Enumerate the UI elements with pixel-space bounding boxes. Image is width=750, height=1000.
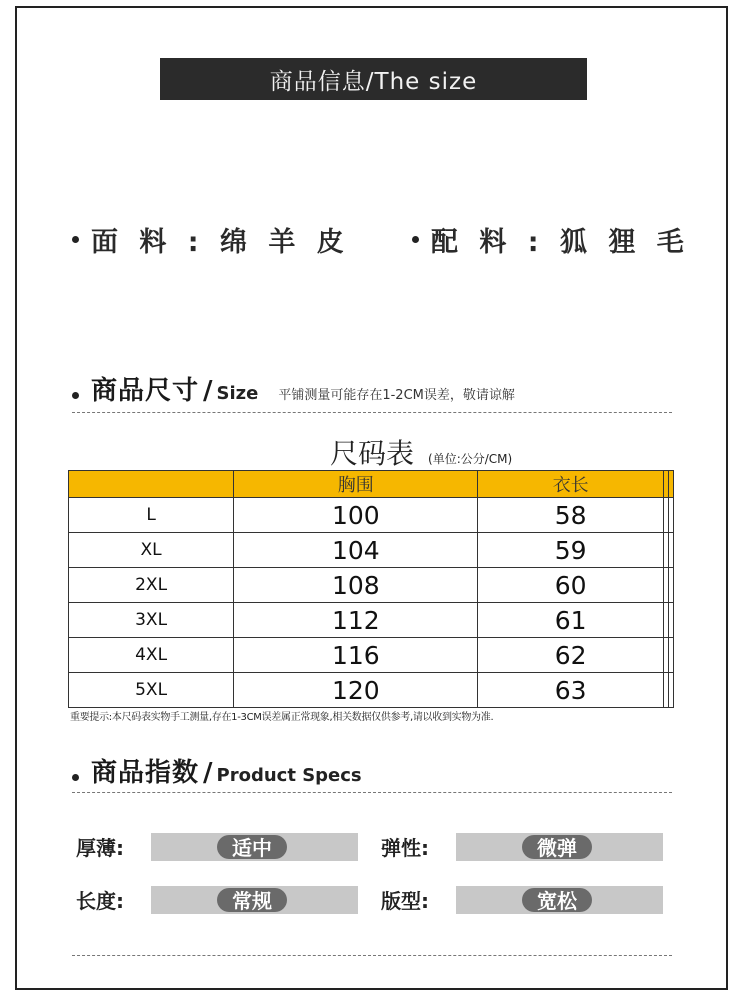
spec-label: 长度: [76, 889, 124, 913]
size-table [68, 470, 674, 708]
size-note: 平铺测量可能存在1-2CM误差，敬请谅解 [278, 388, 515, 403]
size-fineprint: 重要提示:本尺码表实物手工测量,存在1-3CM误差属正常现象,相关数据仅供参考,请以收到实物为准. [70, 712, 494, 723]
spec-track [456, 833, 663, 861]
chest-cell: 120 [234, 673, 478, 708]
chest-cell: 104 [234, 533, 478, 568]
spec-label: 厚薄: [76, 836, 124, 860]
table-row [69, 568, 674, 603]
title-slash: / [203, 758, 213, 788]
chest-cell: 116 [234, 638, 478, 673]
bullet-icon [72, 774, 79, 781]
column-header: 衣长 [478, 471, 664, 498]
specs-title-zh: 商品指数 [91, 758, 200, 788]
length-cell: 61 [478, 603, 664, 638]
chest-cell: 100 [234, 498, 478, 533]
title-slash: / [203, 376, 213, 406]
column-header [668, 471, 673, 498]
bullet-icon [412, 236, 419, 243]
trim-text: 配 料 : 狐 狸 毛 [431, 227, 690, 258]
empty-cell [668, 638, 673, 673]
spec-fit [381, 885, 663, 914]
empty-cell [668, 603, 673, 638]
size-cell: 2XL [69, 568, 234, 603]
spec-label: 弹性: [381, 836, 429, 860]
divider [72, 955, 672, 956]
divider [72, 412, 672, 413]
fabric-text: 面 料 : 绵 羊 皮 [91, 227, 350, 258]
spec-value-pill: 适中 [217, 835, 287, 859]
length-cell: 63 [478, 673, 664, 708]
empty-cell [668, 498, 673, 533]
divider [72, 792, 672, 793]
header-title-bar [160, 58, 587, 100]
spec-label: 版型: [381, 889, 429, 913]
spec-value-pill: 常规 [217, 888, 287, 912]
size-table-header-row [69, 471, 674, 498]
header-title: 商品信息/The size [269, 68, 478, 95]
table-row [69, 638, 674, 673]
spec-thickness [76, 832, 358, 861]
spec-track [151, 886, 358, 914]
size-cell: XL [69, 533, 234, 568]
size-table-title: 尺码表 [330, 437, 415, 470]
chest-cell: 112 [234, 603, 478, 638]
size-cell: L [69, 498, 234, 533]
size-cell: 4XL [69, 638, 234, 673]
table-row [69, 533, 674, 568]
size-title-en: Size [216, 383, 259, 404]
length-cell: 62 [478, 638, 664, 673]
size-cell: 3XL [69, 603, 234, 638]
spec-value-pill: 宽松 [522, 888, 592, 912]
spec-elasticity [381, 832, 663, 861]
empty-cell [668, 568, 673, 603]
length-cell: 60 [478, 568, 664, 603]
spec-value-pill: 微弹 [522, 835, 592, 859]
specs-section-title [72, 752, 362, 789]
empty-cell [668, 673, 673, 708]
table-row [69, 673, 674, 708]
bullet-icon [72, 236, 79, 243]
spec-track [456, 886, 663, 914]
spec-length [76, 885, 358, 914]
trim-line [412, 220, 690, 259]
length-cell: 59 [478, 533, 664, 568]
bullet-icon [72, 392, 79, 399]
size-cell: 5XL [69, 673, 234, 708]
size-section-title [72, 370, 515, 407]
size-table-unit: (单位:公分/CM) [428, 452, 513, 466]
column-header: 胸围 [234, 471, 478, 498]
chest-cell: 108 [234, 568, 478, 603]
size-title-zh: 商品尺寸 [91, 376, 200, 406]
spec-track [151, 833, 358, 861]
fabric-line [72, 220, 350, 259]
length-cell: 58 [478, 498, 664, 533]
table-row [69, 603, 674, 638]
table-row [69, 498, 674, 533]
empty-cell [668, 533, 673, 568]
size-table-heading [330, 432, 512, 472]
column-header [69, 471, 234, 498]
specs-title-en: Product Specs [216, 765, 362, 786]
